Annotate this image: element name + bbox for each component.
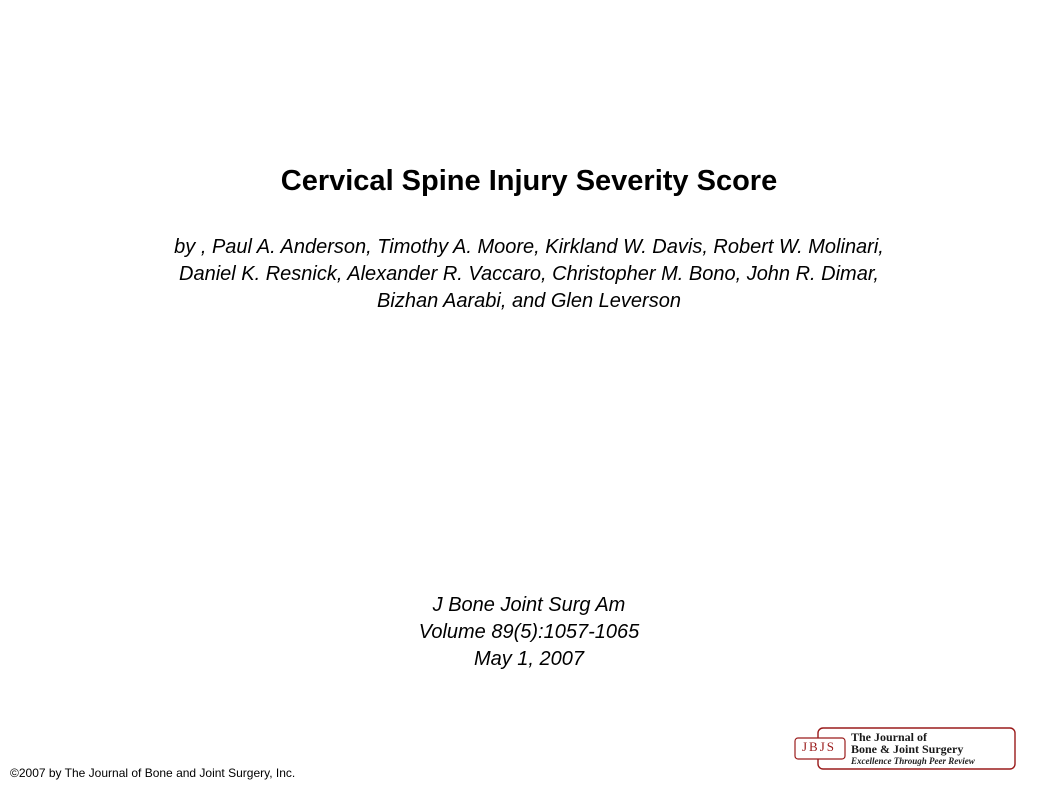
publication-date: May 1, 2007 [473,648,585,670]
logo-line-1: The Journal of [851,730,928,744]
jbjs-logo [794,727,1017,770]
citation-block [0,592,1058,673]
journal-name: J Bone Joint Surg Am [432,594,626,616]
logo-wordmark [851,731,975,767]
author-line-2: Daniel K. Resnick, Alexander R. Vaccaro, Christopher M. Bono, John R. Dimar, [179,263,879,285]
logo-tagline: Excellence Through Peer Review [851,756,975,766]
author-line-1: by , Paul A. Anderson, Timothy A. Moore, Kirkland W. Davis, Robert W. Molinari, [174,236,884,258]
logo-line-2: Bone & Joint Surgery [851,742,964,756]
author-line-3: Bizhan Aarabi, and Glen Leverson [377,290,681,312]
copyright-notice: ©2007 by The Journal of Bone and Joint Surgery, Inc. [10,766,296,780]
logo-letters: JBJS [801,739,837,754]
document-title: Cervical Spine Injury Severity Score [280,165,778,197]
journal-volume: Volume 89(5):1057-1065 [418,621,640,643]
author-list [80,234,978,315]
